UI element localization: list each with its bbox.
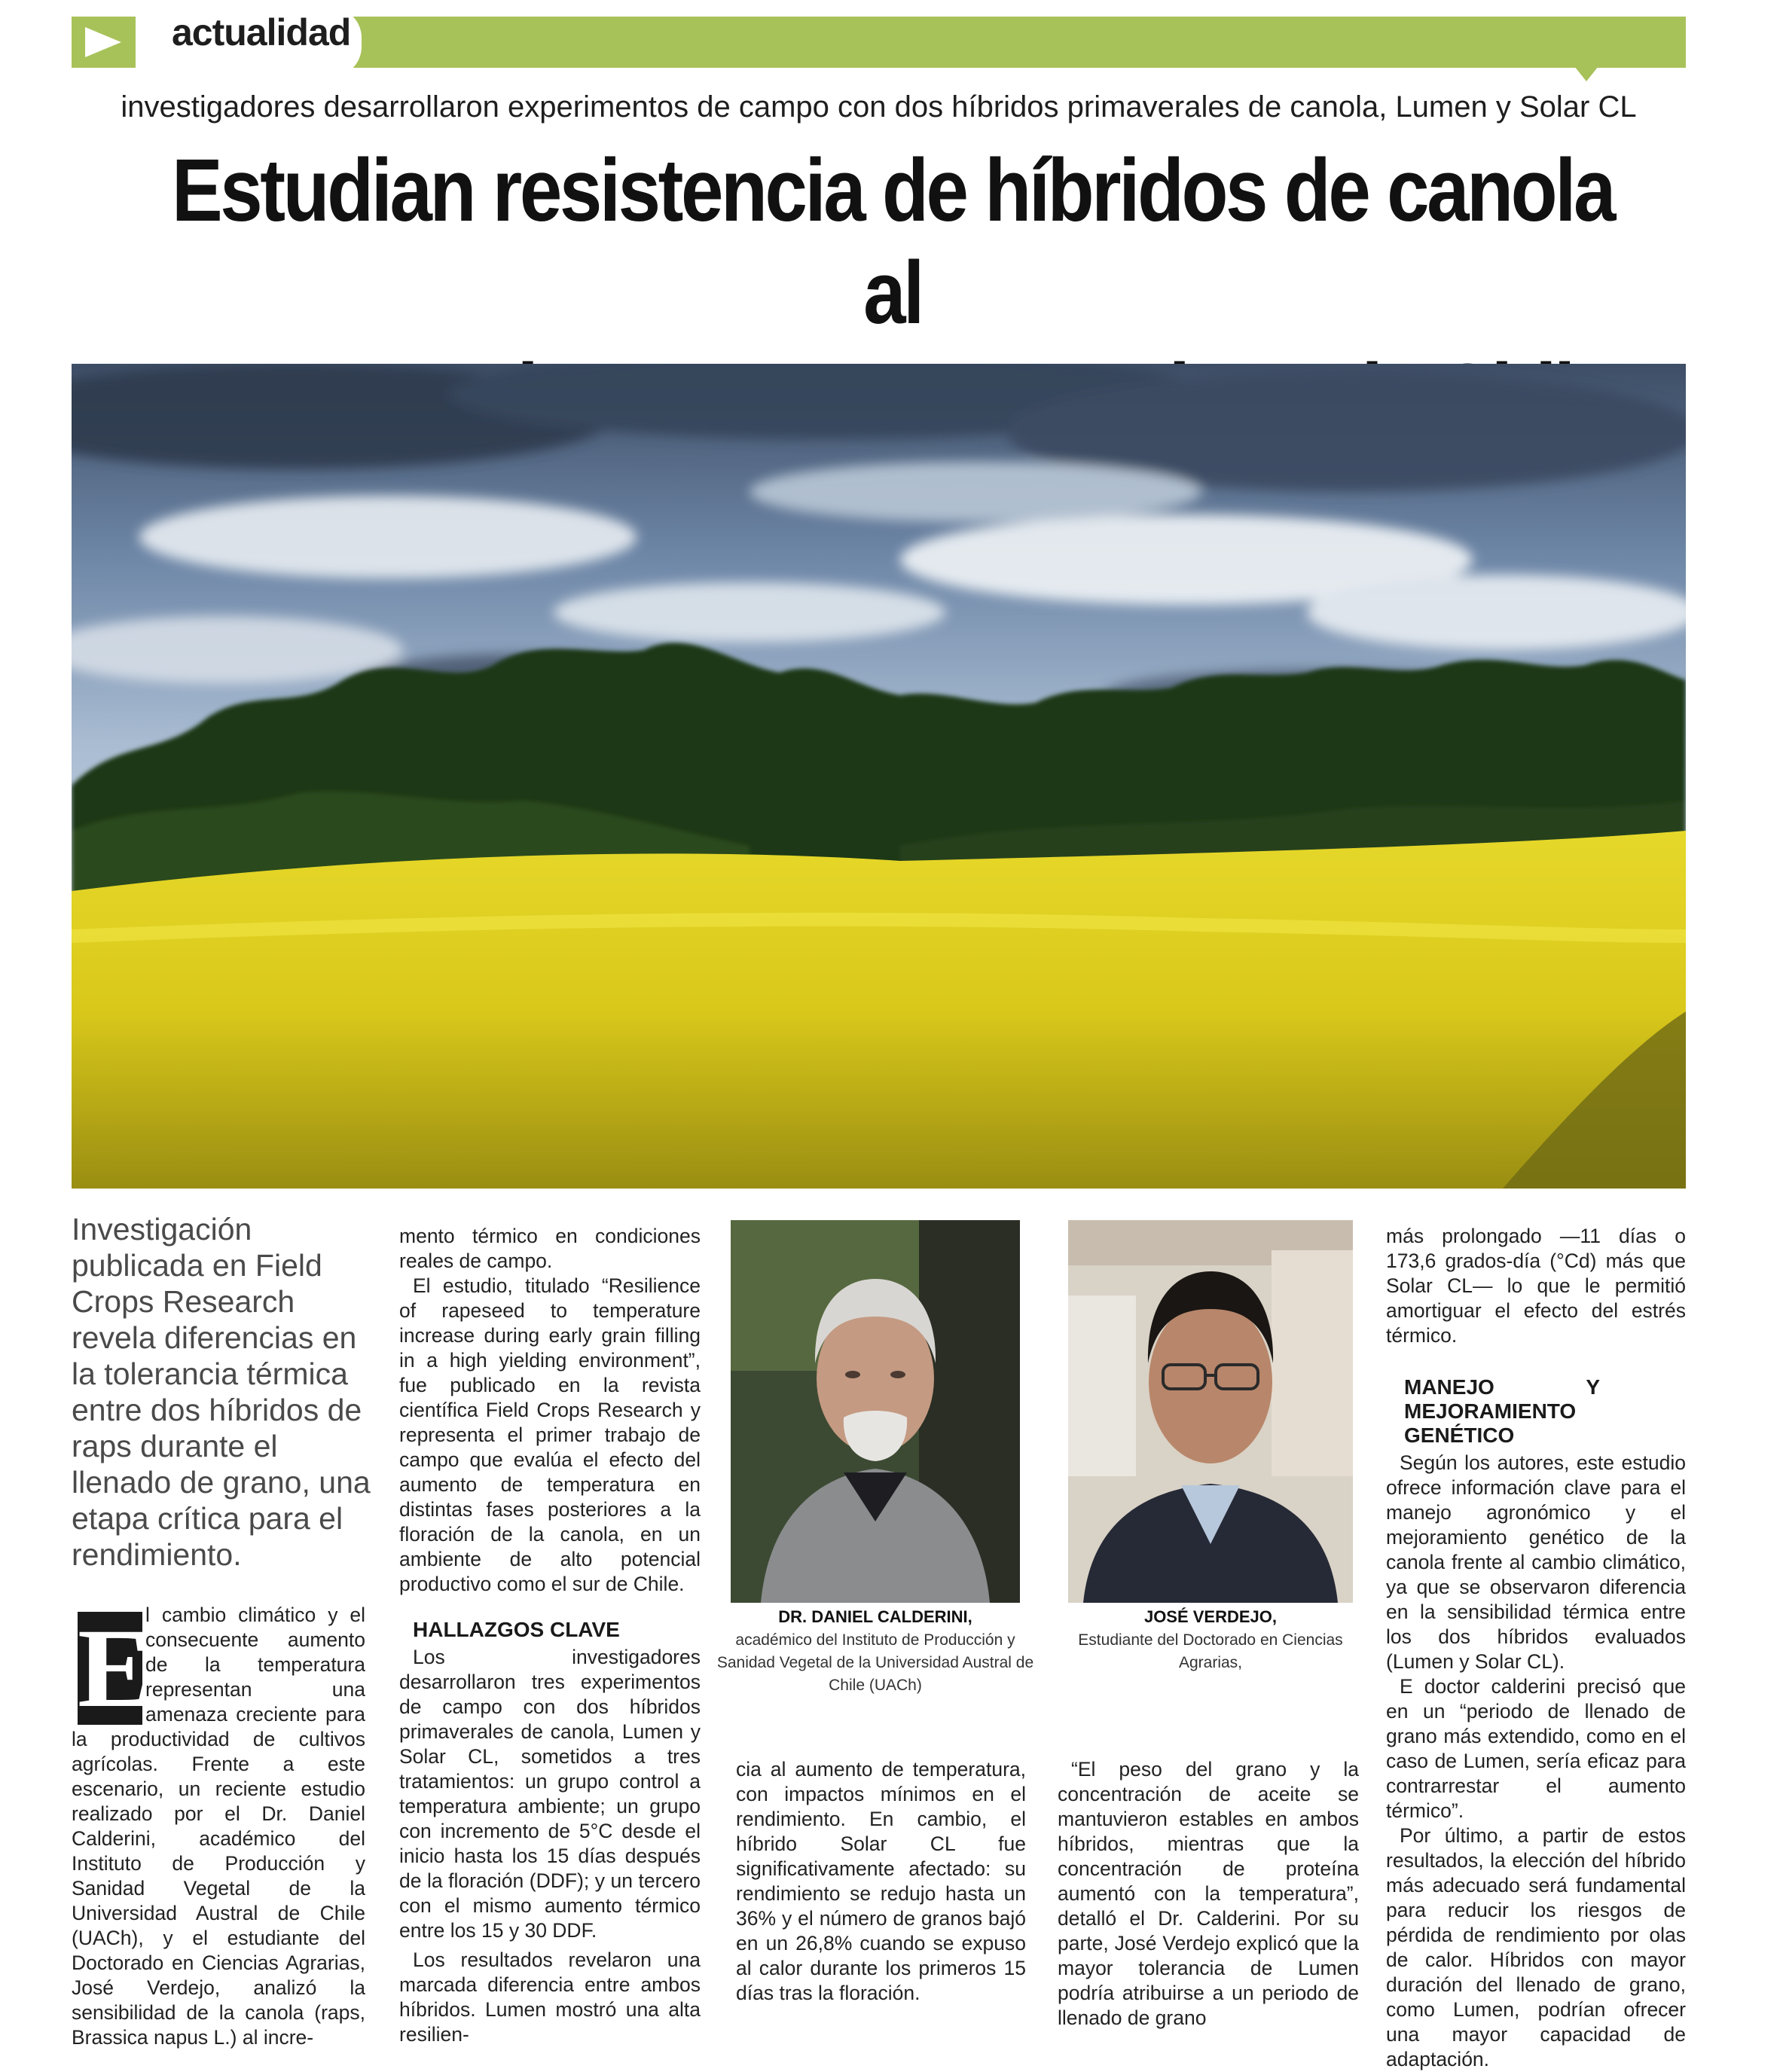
column-2-paragraph-2: El estudio, titulado “Resilience of rapeseed to temperature increase during early grain filling in a high yielding environment”, fue publicado en la revista científica Field Crops Research y representa el primer trabajo de campo que evalúa el efecto del aumento de temperatura en distintas fases posteriores a la floración de la canola, en un ambiente de alto potencial productivo como el sur de Chile. (399, 1274, 701, 1595)
column-2 (399, 1224, 701, 2047)
column-5-paragraph-3: E doctor calderini precisó que en un “periodo de llenado de grano más extendido, como en el caso de Lumen, sería eficaz para contrarrestar el aumento térmico”. (1386, 1675, 1686, 1822)
portrait-jose-verdejo (1068, 1220, 1353, 1603)
caption-calderini-role: académico del Instituto de Producción y Sanidad Vegetal de la Universidad Austral de Chile (UACh) (716, 1631, 1034, 1694)
caption-verdejo-role: Estudiante del Doctorado en Ciencias Agrarias, (1078, 1631, 1343, 1671)
subhead-hallazgos: HALLAZGOS CLAVE (413, 1618, 620, 1641)
column-2-paragraph-3: Los investigadores desarrollaron tres experimentos de campo con dos híbridos primaverales de canola, Lumen y Solar CL, sometidos a tres tratamientos: un grupo control a temperatura ambiente; un grupo con incremento de 5°C desde el inicio hasta los 15 días después de la floración (DDF); y un tercero con el mismo aumento térmico entre los 15 y 30 DDF. (399, 1646, 701, 1942)
subhead-manejo: MANEJO Y MEJORAMIENTO GENÉTICO (1404, 1375, 1600, 1447)
play-arrow-icon (72, 17, 135, 68)
lead-summary: Investigación publicada en Field Crops Research revela diferencias en la tolerancia térmica entre dos híbridos de raps durante el llenado de grano, una etapa crítica para el rendimiento. (72, 1212, 371, 1572)
column-3 (736, 1757, 1026, 2006)
column-5 (1386, 1224, 1686, 2072)
column-3-paragraph-1: cia al aumento de temperatura, con impactos mínimos en el rendimiento. En cambio, el híbrido Solar CL fue significativamente afectado: su rendimiento se redujo hasta un 36% y el número de granos bajó en un 26,8% cuando se expuso al calor durante los primeros 15 días tras la floración. (736, 1758, 1026, 2004)
portrait-daniel-calderini (731, 1220, 1020, 1603)
column-4 (1058, 1757, 1359, 2031)
column-1-text: l cambio climático y el consecuente aumento de la temperatura representan una amenaza creciente para la productividad de cultivos agrícolas. Frente a este escenario, un reciente estudio realizado por el Dr. Daniel Calderini, académico del Instituto de Producción y Sanidad Vegetal de la Universidad Austral de Chile (UACh), y el estudiante del Doctorado en Ciencias Agrarias, José Verdejo, analizó la sensibilidad de la canola (raps, Brassica napus L.) al incre- (72, 1604, 365, 2049)
section-label: actualidad (172, 11, 351, 53)
column-4-paragraph-1: “El peso del grano y la concentración de aceite se mantuvieron estables en ambos híbridos, mientras que la concentración de proteína aumentó con la temperatura”, detalló el Dr. Calderini. Por su parte, José Verdejo explicó que la mayor tolerancia de Lumen podría atribuirse a un periodo de llenado de grano (1058, 1758, 1359, 2029)
drop-cap: E (78, 1606, 154, 1731)
caption-calderini-name: DR. DANIEL CALDERINI, (778, 1607, 972, 1626)
column-5-paragraph-4: Por último, a partir de estos resultados, la elección del híbrido más adecuado será fundamental para reducir los riesgos de pérdida de rendimiento por olas de calor. Híbridos con mayor duración del llenado de grano, como Lumen, podrían ofrecer una mayor capacidad de adaptación. (1386, 1824, 1686, 2070)
section-notch (1574, 66, 1598, 81)
column-1-body (72, 1603, 365, 2050)
column-2-paragraph-4: Los resultados revelaron una marcada diferencia entre ambos híbridos. Lumen mostró una alta resilien- (399, 1948, 701, 2046)
headline-line-1: Estudian resistencia de híbridos de canola al (172, 141, 1614, 343)
column-5-paragraph-2: Según los autores, este estudio ofrece información clave para el manejo agronómico y el mejoramiento genético de la canola frente al cambio climático, ya que se observaron diferencia en la sensibilidad térmica entre los dos híbridos evaluados (Lumen y Solar CL). (1386, 1451, 1686, 1673)
caption-verdejo (1055, 1606, 1366, 1674)
caption-calderini (708, 1606, 1043, 1697)
kicker: investigadores desarrollaron experimentos de campo con dos híbridos primaverales de canola, Lumen y Solar CL (121, 90, 1637, 124)
column-2-paragraph-1: mento térmico en condiciones reales de campo. (399, 1225, 701, 1272)
column-5-paragraph-1: más prolongado —11 días o 173,6 grados-día (°Cd) más que Solar CL— lo que le permitió amortiguar el efecto del estrés térmico. (1386, 1225, 1686, 1347)
caption-verdejo-name: JOSÉ VERDEJO, (1143, 1607, 1278, 1626)
hero-photo-canola-field (72, 364, 1686, 1189)
